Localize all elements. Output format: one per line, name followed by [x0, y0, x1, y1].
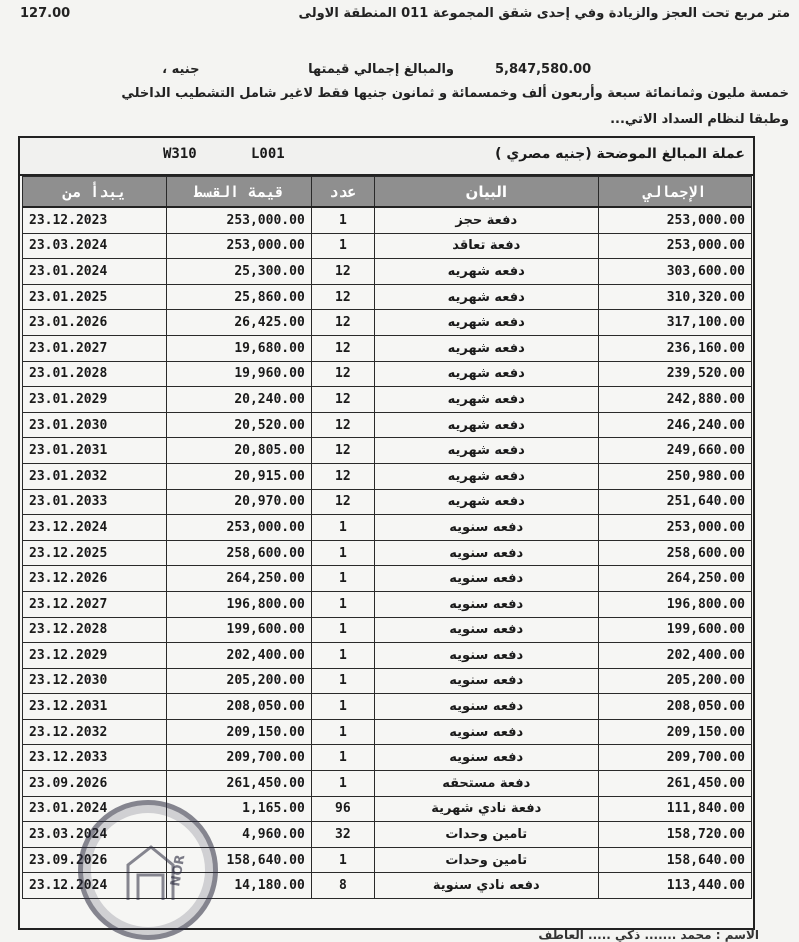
- installment-value-cell: 209,150.00: [167, 719, 311, 745]
- count-cell: 1: [311, 745, 374, 771]
- col-installment-value: قيمة القسط: [167, 177, 311, 208]
- count-cell: 12: [311, 259, 374, 285]
- table-row: [23, 284, 752, 310]
- table-row: [23, 591, 752, 617]
- table-row: [23, 643, 752, 669]
- installment-value-cell: 14,180.00: [167, 873, 311, 899]
- installment-value-cell: 253,000.00: [167, 515, 311, 541]
- table-row: [23, 310, 752, 336]
- description-cell: دفعه شهريه: [374, 438, 598, 464]
- count-cell: 32: [311, 822, 374, 848]
- start-date-cell: 23.01.2031: [23, 438, 167, 464]
- description-cell: دفعه شهريه: [374, 463, 598, 489]
- installment-value-cell: 20,240.00: [167, 387, 311, 413]
- description-cell: دفعه سنويه: [374, 694, 598, 720]
- start-date-cell: 23.01.2029: [23, 387, 167, 413]
- description-cell: دفعه سنويه: [374, 591, 598, 617]
- total-cell: 239,520.00: [598, 361, 751, 387]
- amount-in-words: خمسة مليون وثمانمائة سبعة وأربعون ألف وخمسمائة و ثمانون جنيها فقط لاغير شامل التشطيب الداخلي: [121, 86, 789, 101]
- description-cell: دفعه شهريه: [374, 284, 598, 310]
- table-row: [23, 361, 752, 387]
- description-cell: دفعه نادي سنوية: [374, 873, 598, 899]
- table-row: [23, 796, 752, 822]
- description-cell: دفعه شهريه: [374, 335, 598, 361]
- installment-value-cell: 20,915.00: [167, 463, 311, 489]
- installment-value-cell: 20,970.00: [167, 489, 311, 515]
- table-row: [23, 668, 752, 694]
- total-cell: 303,600.00: [598, 259, 751, 285]
- table-row: [23, 873, 752, 899]
- start-date-cell: 23.01.2027: [23, 335, 167, 361]
- total-cell: 113,440.00: [598, 873, 751, 899]
- payment-terms-intro: وطبقا لنظام السداد الاتي...: [610, 112, 789, 127]
- description-cell: دفعة حجز: [374, 207, 598, 233]
- table-row: [23, 617, 752, 643]
- description-cell: دفعه سنويه: [374, 745, 598, 771]
- table-row: [23, 489, 752, 515]
- installment-value-cell: 19,960.00: [167, 361, 311, 387]
- description-cell: دفعه شهريه: [374, 310, 598, 336]
- count-cell: 1: [311, 591, 374, 617]
- description-cell: دفعة مستحقه: [374, 771, 598, 797]
- description-cell: دفعه سنويه: [374, 566, 598, 592]
- count-cell: 1: [311, 719, 374, 745]
- total-cell: 236,160.00: [598, 335, 751, 361]
- start-date-cell: 23.09.2026: [23, 847, 167, 873]
- table-row: [23, 207, 752, 233]
- count-cell: 12: [311, 412, 374, 438]
- installment-value-cell: 20,520.00: [167, 412, 311, 438]
- stamp-text: NOR: [168, 853, 189, 888]
- count-cell: 1: [311, 668, 374, 694]
- description-cell: دفعه سنويه: [374, 617, 598, 643]
- start-date-cell: 23.12.2028: [23, 617, 167, 643]
- table-row: [23, 463, 752, 489]
- area-text: متر مربع تحت العجز والزيادة وفي إحدى شقق المجموعة 011 المنطقة الاولى: [298, 6, 790, 21]
- count-cell: 1: [311, 617, 374, 643]
- installment-value-cell: 19,680.00: [167, 335, 311, 361]
- installment-value-cell: 202,400.00: [167, 643, 311, 669]
- count-cell: 12: [311, 361, 374, 387]
- total-cell: 202,400.00: [598, 643, 751, 669]
- installment-value-cell: 253,000.00: [167, 233, 311, 259]
- total-cell: 261,450.00: [598, 771, 751, 797]
- total-cell: 208,050.00: [598, 694, 751, 720]
- table-row: [23, 335, 752, 361]
- start-date-cell: 23.12.2033: [23, 745, 167, 771]
- total-cell: 250,980.00: [598, 463, 751, 489]
- col-start-date: يبدأ من: [23, 177, 167, 208]
- total-cell: 251,640.00: [598, 489, 751, 515]
- table-row: [23, 438, 752, 464]
- start-date-cell: 23.01.2026: [23, 310, 167, 336]
- start-date-cell: 23.03.2024: [23, 233, 167, 259]
- column-header-row: [23, 177, 752, 208]
- count-cell: 12: [311, 489, 374, 515]
- total-cell: 258,600.00: [598, 540, 751, 566]
- table-row: [23, 540, 752, 566]
- installment-value-cell: 209,700.00: [167, 745, 311, 771]
- total-currency: جنيه ،: [162, 62, 200, 77]
- installment-value-cell: 25,300.00: [167, 259, 311, 285]
- description-cell: دفعه شهريه: [374, 412, 598, 438]
- total-cell: 111,840.00: [598, 796, 751, 822]
- description-cell: دفعه سنويه: [374, 719, 598, 745]
- table-row: [23, 233, 752, 259]
- installment-value-cell: 1,165.00: [167, 796, 311, 822]
- total-cell: 310,320.00: [598, 284, 751, 310]
- count-cell: 96: [311, 796, 374, 822]
- total-cell: 246,240.00: [598, 412, 751, 438]
- start-date-cell: 23.01.2024: [23, 796, 167, 822]
- start-date-cell: 23.01.2025: [23, 284, 167, 310]
- start-date-cell: 23.12.2030: [23, 668, 167, 694]
- description-cell: دفعه سنويه: [374, 540, 598, 566]
- description-cell: دفعه شهريه: [374, 361, 598, 387]
- description-cell: دفعه شهريه: [374, 387, 598, 413]
- installment-value-cell: 25,860.00: [167, 284, 311, 310]
- payment-schedule-table: [22, 176, 752, 899]
- count-cell: 12: [311, 284, 374, 310]
- col-description: البيان: [374, 177, 598, 208]
- schedule-header-row: [20, 138, 753, 176]
- count-cell: 1: [311, 771, 374, 797]
- table-row: [23, 412, 752, 438]
- installment-value-cell: 261,450.00: [167, 771, 311, 797]
- table-row: [23, 515, 752, 541]
- count-cell: 8: [311, 873, 374, 899]
- area-line: [20, 6, 790, 21]
- count-cell: 1: [311, 515, 374, 541]
- count-cell: 1: [311, 566, 374, 592]
- total-cell: 264,250.00: [598, 566, 751, 592]
- area-value: 127.00: [20, 6, 71, 21]
- start-date-cell: 23.12.2032: [23, 719, 167, 745]
- start-date-cell: 23.01.2032: [23, 463, 167, 489]
- table-row: [23, 745, 752, 771]
- start-date-cell: 23.12.2025: [23, 540, 167, 566]
- total-cell: 253,000.00: [598, 233, 751, 259]
- count-cell: 12: [311, 310, 374, 336]
- start-date-cell: 23.01.2033: [23, 489, 167, 515]
- total-amount: 5,847,580.00: [495, 62, 592, 77]
- table-row: [23, 387, 752, 413]
- start-date-cell: 23.09.2026: [23, 771, 167, 797]
- installment-value-cell: 20,805.00: [167, 438, 311, 464]
- table-row: [23, 719, 752, 745]
- col-count: عدد: [311, 177, 374, 208]
- description-cell: دفعه سنويه: [374, 515, 598, 541]
- total-cell: 242,880.00: [598, 387, 751, 413]
- table-row: [23, 847, 752, 873]
- installment-value-cell: 196,800.00: [167, 591, 311, 617]
- start-date-cell: 23.12.2024: [23, 873, 167, 899]
- count-cell: 1: [311, 694, 374, 720]
- table-row: [23, 771, 752, 797]
- installment-value-cell: 205,200.00: [167, 668, 311, 694]
- installment-value-cell: 253,000.00: [167, 207, 311, 233]
- count-cell: 12: [311, 335, 374, 361]
- installment-value-cell: 199,600.00: [167, 617, 311, 643]
- count-cell: 1: [311, 847, 374, 873]
- building-code: W310: [163, 146, 197, 162]
- count-cell: 12: [311, 463, 374, 489]
- signature-line: الاسم : محمد ....... ذكي ..... العاطف: [538, 928, 759, 942]
- col-total: الإجمالي: [598, 177, 751, 208]
- installment-value-cell: 26,425.00: [167, 310, 311, 336]
- start-date-cell: 23.01.2028: [23, 361, 167, 387]
- table-row: [23, 566, 752, 592]
- unit-code: L001: [251, 146, 285, 162]
- description-cell: دفعة نادي شهرية: [374, 796, 598, 822]
- total-label-line: [162, 62, 454, 77]
- start-date-cell: 23.12.2023: [23, 207, 167, 233]
- table-row: [23, 259, 752, 285]
- description-cell: تامين وحدات: [374, 822, 598, 848]
- start-date-cell: 23.12.2029: [23, 643, 167, 669]
- installment-value-cell: 264,250.00: [167, 566, 311, 592]
- installment-value-cell: 258,600.00: [167, 540, 311, 566]
- description-cell: دفعه شهريه: [374, 259, 598, 285]
- currency-note: عملة المبالغ الموضحة (جنيه مصري ): [495, 146, 745, 162]
- installment-value-cell: 158,640.00: [167, 847, 311, 873]
- total-cell: 249,660.00: [598, 438, 751, 464]
- description-cell: تامين وحدات: [374, 847, 598, 873]
- description-cell: دفعه سنويه: [374, 643, 598, 669]
- count-cell: 12: [311, 387, 374, 413]
- total-cell: 158,720.00: [598, 822, 751, 848]
- total-cell: 209,150.00: [598, 719, 751, 745]
- start-date-cell: 23.03.2024: [23, 822, 167, 848]
- table-row: [23, 694, 752, 720]
- total-label: والمبالغ إجمالي قيمتها: [308, 62, 454, 77]
- total-cell: 196,800.00: [598, 591, 751, 617]
- start-date-cell: 23.12.2024: [23, 515, 167, 541]
- start-date-cell: 23.01.2024: [23, 259, 167, 285]
- installment-value-cell: 208,050.00: [167, 694, 311, 720]
- description-cell: دفعة تعاقد: [374, 233, 598, 259]
- count-cell: 1: [311, 207, 374, 233]
- total-cell: 205,200.00: [598, 668, 751, 694]
- description-cell: دفعه شهريه: [374, 489, 598, 515]
- total-cell: 209,700.00: [598, 745, 751, 771]
- total-cell: 199,600.00: [598, 617, 751, 643]
- total-cell: 317,100.00: [598, 310, 751, 336]
- count-cell: 1: [311, 233, 374, 259]
- count-cell: 12: [311, 438, 374, 464]
- payment-schedule-sheet: [18, 136, 755, 930]
- total-cell: 253,000.00: [598, 515, 751, 541]
- count-cell: 1: [311, 540, 374, 566]
- start-date-cell: 23.12.2031: [23, 694, 167, 720]
- total-cell: 253,000.00: [598, 207, 751, 233]
- start-date-cell: 23.01.2030: [23, 412, 167, 438]
- start-date-cell: 23.12.2026: [23, 566, 167, 592]
- start-date-cell: 23.12.2027: [23, 591, 167, 617]
- table-row: [23, 822, 752, 848]
- total-cell: 158,640.00: [598, 847, 751, 873]
- installment-value-cell: 4,960.00: [167, 822, 311, 848]
- count-cell: 1: [311, 643, 374, 669]
- description-cell: دفعه سنويه: [374, 668, 598, 694]
